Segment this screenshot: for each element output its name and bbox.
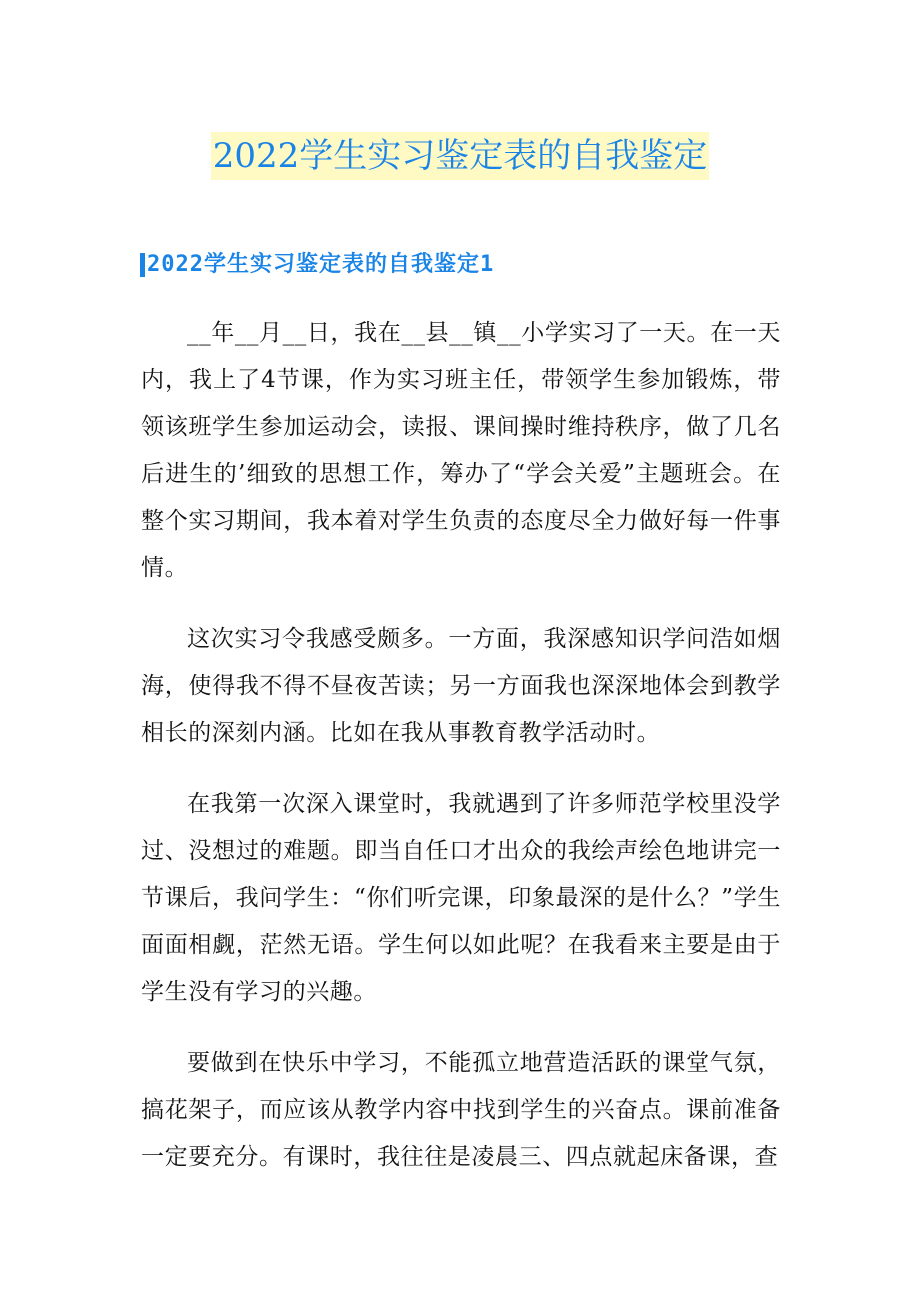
paragraph: __年__月__日，我在__县__镇__小学实习了一天。在一天内，我上了4节课，作为实习班主任，带领学生参加锻炼，带领该班学生参加运动会，读报、课间操时维持秩序，做了几名后进生的’细致的思想工作，筹办了“学会关爱”主题班会。在整个实习期间，我本着对学生负责的态度尽全力做好每一件事情。 [141, 320, 781, 581]
document-body [141, 310, 781, 1205]
section-heading [140, 250, 494, 280]
title-container [0, 132, 920, 180]
paragraph: 要做到在快乐中学习，不能孤立地营造活跃的课堂气氛，搞花架子，而应该从教学内容中找到学生的兴奋点。课前准备一定要充分。有课时，我往往是凌晨三、四点就起床备课，查 [141, 1050, 781, 1170]
paragraph: 这次实习令我感受颇多。一方面，我深感知识学问浩如烟海，使得我不得不昼夜苦读；另一方面我也深深地体会到教学相长的深刻内涵。比如在我从事教育教学活动时。 [141, 626, 781, 746]
document-title: 2022学生实习鉴定表的自我鉴定 [211, 132, 710, 180]
paragraph: 在我第一次深入课堂时，我就遇到了许多师范学校里没学过、没想过的难题。即当自任口才出众的我绘声绘色地讲完一节课后，我问学生：“你们听完课，印象最深的是什么？”学生面面相觑，茫然无语。学生何以如此呢？在我看来主要是由于学生没有学习的兴趣。 [141, 791, 781, 1005]
heading-marker-bar [140, 253, 145, 277]
section-heading-text: 2022学生实习鉴定表的自我鉴定1 [147, 252, 495, 277]
